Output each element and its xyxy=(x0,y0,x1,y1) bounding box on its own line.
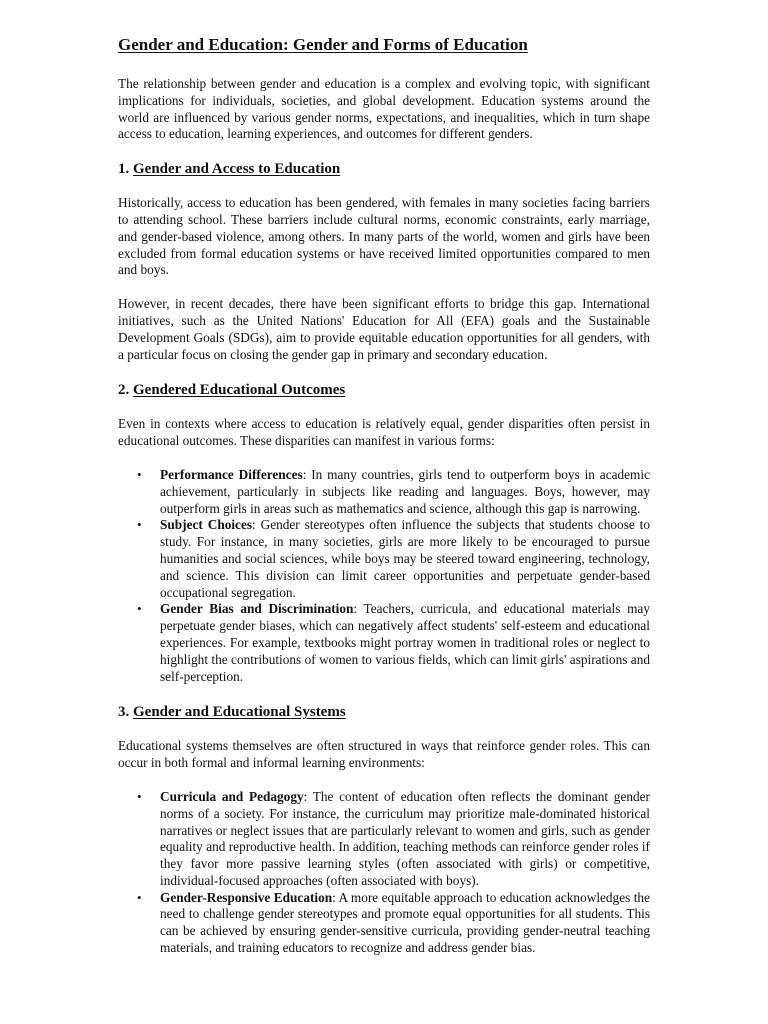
section-2-title: Gendered Educational Outcomes xyxy=(133,382,346,399)
section-3-number: 3. xyxy=(118,704,130,721)
section-2-number: 2. xyxy=(118,382,130,399)
section-3-paragraph: Educational systems themselves are often structured in ways that reinforce gender roles. This can occur in both formal and informal learning environments: xyxy=(118,738,650,771)
bullet-term: Gender-Responsive Education xyxy=(160,889,333,905)
bullet-term: Performance Differences xyxy=(160,466,303,482)
section-2-bullet-list xyxy=(118,467,650,685)
section-2-heading xyxy=(118,380,650,400)
bullet-text: : In many countries, girls tend to outperform boys in academic achievement, particularly in subjects like reading and languages. Boys, however, may outperform girls in areas such as mathematics and science, although this gap is narrowing. xyxy=(160,466,650,516)
list-item xyxy=(137,788,650,890)
list-item xyxy=(137,889,650,957)
document-page xyxy=(118,34,650,957)
bullet-term: Curricula and Pedagogy xyxy=(160,788,304,804)
bullet-text: : A more equitable approach to education acknowledges the need to challenge gender stereotypes and promote equal opportunities for all students. This can be achieved by ensuring gender-sensitive curricula, providing gender-neutral teaching materials, and training educators to recognize and address gender bias. xyxy=(160,889,650,956)
bullet-glyph: • xyxy=(137,889,142,905)
bullet-glyph: • xyxy=(137,601,142,617)
list-item xyxy=(137,601,650,685)
bullet-text: : Teachers, curricula, and educational materials may perpetuate gender biases, which can negatively affect students' self-esteem and educational experiences. For example, textbooks might portray women in traditional roles or neglect to highlight the contributions of women to various fields, which can limit girls' aspirations and self-perception. xyxy=(160,601,650,684)
section-1-heading xyxy=(118,159,650,179)
intro-paragraph: The relationship between gender and education is a complex and evolving topic, with significant implications for individuals, societies, and global development. Education systems around the world are influenced by various gender norms, expectations, and inequalities, which in turn shape access to education, learning experiences, and outcomes for different genders. xyxy=(118,76,650,142)
bullet-glyph: • xyxy=(137,466,142,482)
bullet-glyph: • xyxy=(137,517,142,533)
bullet-text: : The content of education often reflects the dominant gender norms of a society. For instance, the curriculum may prioritize male-dominated historical narratives or neglect issues that are particularly relevant to women and girls, such as gender equality and reproductive health. In addition, teaching methods can reinforce gender roles if they favor more passive learning styles (often associated with girls) or competitive, individual-focused approaches (often associated with boys). xyxy=(160,788,650,888)
list-item xyxy=(137,466,650,517)
section-2-paragraph: Even in contexts where access to education is relatively equal, gender disparities often persist in educational outcomes. These disparities can manifest in various forms: xyxy=(118,416,650,449)
section-3-heading xyxy=(118,702,650,722)
list-item xyxy=(137,517,650,601)
section-1-paragraph-2: However, in recent decades, there have been significant efforts to bridge this gap. International initiatives, such as the United Nations' Education for All (EFA) goals and the Sustainable Development Goals (SDGs), aim to provide equitable education opportunities for all genders, with a particular focus on closing the gender gap in primary and secondary education. xyxy=(118,296,650,362)
section-1-paragraph-1: Historically, access to education has been gendered, with females in many societies facing barriers to attending school. These barriers include cultural norms, economic constraints, early marriage, and gender-based violence, among others. In many parts of the world, women and girls have been excluded from formal education systems or have received limited opportunities compared to men and boys. xyxy=(118,195,650,278)
section-3-bullet-list xyxy=(118,789,650,957)
bullet-text: : Gender stereotypes often influence the subjects that students choose to study. For instance, in many societies, girls are more likely to be encouraged to pursue humanities and social sciences, while boys may be steered toward engineering, technology, and science. This division can limit career opportunities and perpetuate gender-based occupational segregation. xyxy=(160,517,650,600)
document-title: Gender and Education: Gender and Forms of Education xyxy=(118,35,528,54)
bullet-term: Subject Choices xyxy=(160,517,253,533)
section-1-number: 1. xyxy=(118,161,130,178)
section-3-title: Gender and Educational Systems xyxy=(133,704,346,721)
bullet-term: Gender Bias and Discrimination xyxy=(160,601,354,617)
section-1-title: Gender and Access to Education xyxy=(133,161,341,178)
bullet-glyph: • xyxy=(137,788,142,804)
